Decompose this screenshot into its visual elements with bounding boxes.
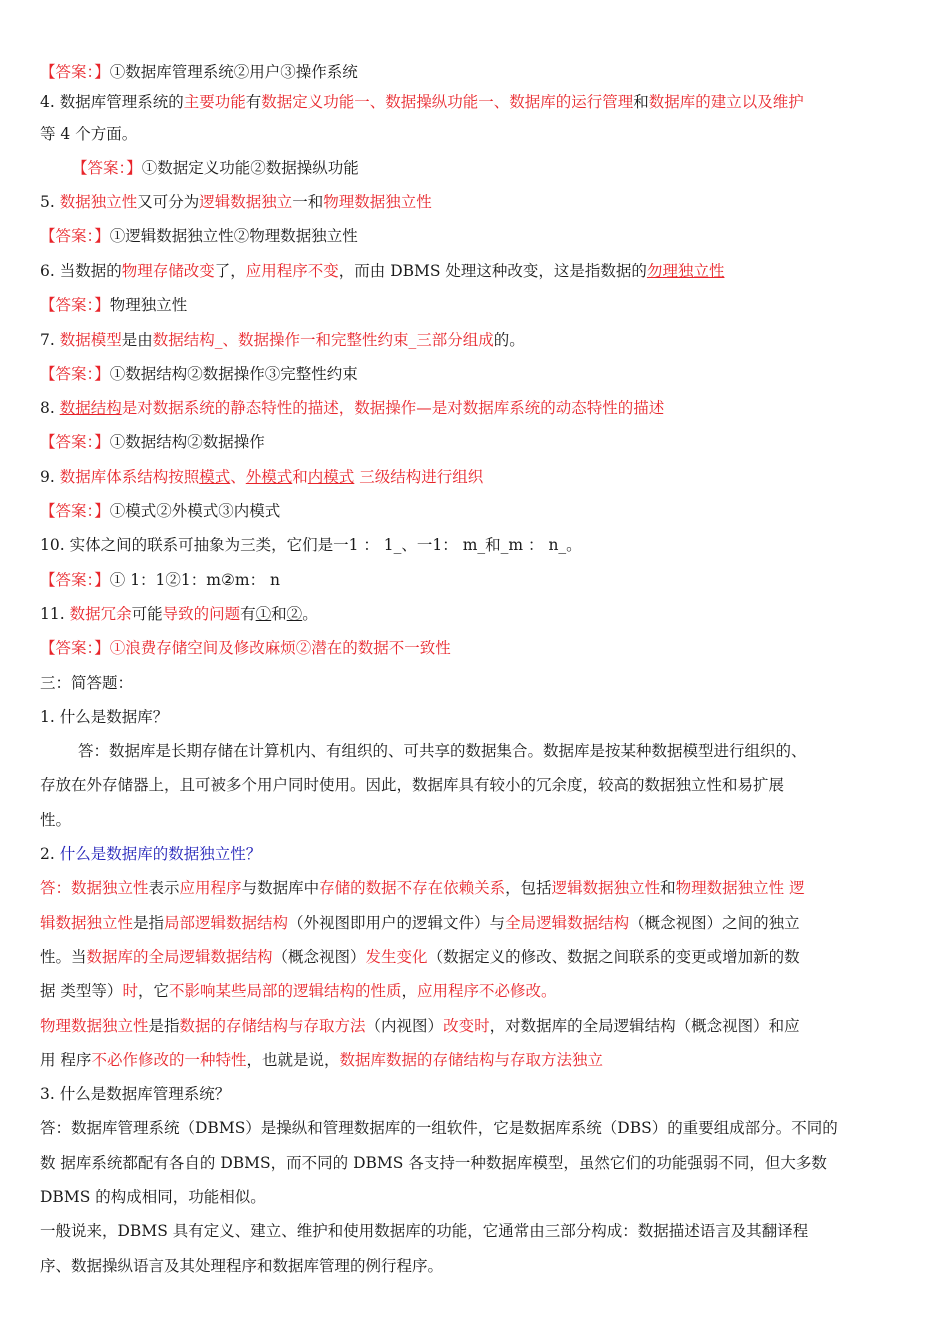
- text-line: [40, 631, 912, 665]
- text-segment: 数据库的建立以及维护: [648, 93, 804, 111]
- text-segment: ①: [255, 605, 272, 623]
- text-line: [78, 734, 912, 768]
- text-segment: 改变时: [443, 1017, 490, 1035]
- text-segment: 【答案：】: [40, 63, 110, 81]
- text-line: [40, 768, 912, 802]
- text-segment: 逻辑数据独立: [199, 193, 293, 211]
- text-segment: 。: [302, 605, 318, 623]
- text-segment: 与数据库中: [241, 879, 320, 897]
- text-line: [40, 55, 912, 89]
- text-segment: 主要功能: [183, 93, 246, 111]
- text-segment: 又可分为: [137, 193, 200, 211]
- text-segment: 10. 实体之间的联系可抽象为三类，它们是一1 ： 1_、一1： m_和_m ： n_。: [40, 536, 582, 554]
- text-segment: ①数据结构②数据操作: [109, 433, 265, 451]
- text-segment: ②: [286, 605, 303, 623]
- text-segment: 数据结构: [59, 399, 122, 417]
- text-segment: ①数据定义功能②数据操纵功能: [141, 159, 359, 177]
- section-heading: [40, 666, 912, 700]
- text-segment: 不影响某些局部的逻辑结构的性质: [168, 982, 402, 1000]
- text-segment: 物理数据独立性 逻: [675, 879, 805, 897]
- text-segment: 辑数据独立性: [40, 914, 134, 932]
- text-segment: 是指: [148, 1017, 180, 1035]
- text-segment: 三级结构进行组织: [354, 468, 484, 486]
- text-segment: ，包括: [505, 879, 552, 897]
- text-segment: 【答案：】: [40, 571, 110, 589]
- text-segment: 【答案：】: [72, 159, 142, 177]
- text-segment: 不必作修改的一种特性: [91, 1051, 247, 1069]
- text-segment: 等 4 个方面。: [40, 125, 138, 143]
- text-segment: 3. 什么是数据库管理系统？: [40, 1085, 231, 1103]
- text-segment: 答：数据库是长期存储在计算机内、有组织的、可共享的数据集合。数据库是按某种数据模型进行组织的、: [78, 742, 807, 760]
- text-segment: ①逻辑数据独立性②物理数据独立性: [109, 227, 358, 245]
- text-line: [40, 117, 912, 151]
- text-segment: 勿理独立性: [646, 262, 725, 280]
- text-segment: 9.: [40, 468, 60, 486]
- text-segment: 数据独立性: [59, 193, 138, 211]
- text-segment: ，对数据库的全局逻辑结构（概念视图）和应: [489, 1017, 800, 1035]
- text-segment: 物理数据独立性: [40, 1017, 149, 1035]
- text-segment: 11.: [40, 605, 70, 623]
- text-segment: 性。: [40, 811, 72, 829]
- text-segment: ① 1：1②1：m②m： n: [109, 571, 280, 589]
- text-segment: 【答案：】: [40, 365, 110, 383]
- text-segment: 模式: [199, 468, 231, 486]
- text-segment: （外视图即用户的逻辑文件）与: [288, 914, 506, 932]
- text-segment: 数 据库系统都配有各自的 DBMS，而不同的 DBMS 各支持一种数据库模型，虽然它们的功能强弱不同，但大多数: [40, 1154, 827, 1172]
- text-line: [40, 803, 912, 837]
- question-2: [40, 837, 912, 871]
- text-segment: 数据库体系结构按照: [59, 468, 200, 486]
- text-segment: 【答案：】: [40, 639, 110, 657]
- text-segment: 逻辑数据独立性: [551, 879, 661, 897]
- text-line: [40, 1043, 912, 1077]
- text-segment: 什么是数据库的数据独立性？: [59, 845, 262, 863]
- text-line: [40, 1214, 912, 1248]
- text-line: [40, 1249, 912, 1283]
- text-segment: 数据库的全局逻辑数据结构: [86, 948, 273, 966]
- text-segment: 一般说来，DBMS 具有定义、建立、维护和使用数据库的功能，它通常由三部分构成：数据描述语言及其翻译程: [40, 1222, 809, 1240]
- text-segment: 物理存储改变: [121, 262, 215, 280]
- text-line: [40, 254, 912, 288]
- question-1: [40, 700, 912, 734]
- text-segment: 应用程序不必修改。: [417, 982, 557, 1000]
- text-line: [40, 528, 912, 562]
- text-segment: 答：数据库管理系统（DBMS）是操纵和管理数据库的一组软件，它是数据库系统（DBS）的重要组成部分。不同的: [40, 1119, 838, 1137]
- text-segment: 是指: [133, 914, 165, 932]
- text-segment: 据 类型等）: [40, 982, 123, 1000]
- text-line: [40, 494, 912, 528]
- text-segment: 、: [230, 468, 246, 486]
- text-segment: ，: [401, 982, 417, 1000]
- text-segment: 物理数据独立性: [323, 193, 432, 211]
- text-segment: 存放在外存储器上，且可被多个用户同时使用。因此，数据库具有较小的冗余度，较高的数据独立性和易扩展: [40, 776, 785, 794]
- text-segment: 2.: [40, 845, 60, 863]
- text-segment: 外模式: [245, 468, 293, 486]
- text-segment: 数据结构_、数据操作一和完整性约束_三部分组成: [152, 331, 494, 349]
- text-segment: 答：: [40, 879, 72, 897]
- text-line: [40, 185, 912, 219]
- text-segment: 和: [292, 468, 308, 486]
- text-segment: 【答案：】: [40, 296, 110, 314]
- text-segment: ，也就是说，: [246, 1051, 340, 1069]
- text-segment: 是对数据系统的静态特性的描述，数据操作—是对数据库系统的动态特性的描述: [121, 399, 665, 417]
- text-line: [72, 151, 912, 185]
- text-line: [40, 563, 912, 597]
- text-segment: 有: [245, 93, 262, 111]
- text-segment: （内视图）: [365, 1017, 444, 1035]
- text-line: [40, 85, 912, 119]
- text-segment: （概念视图）: [272, 948, 366, 966]
- text-segment: 性。当: [40, 948, 87, 966]
- text-segment: 【答案：】: [40, 502, 110, 520]
- text-line: [40, 906, 912, 940]
- text-segment: ①浪费存储空间及修改麻烦②潜在的数据不一致性: [109, 639, 451, 657]
- text-line: [40, 357, 912, 391]
- text-segment: 数据定义功能一、数据操纵功能一、数据库的运行管理: [261, 93, 634, 111]
- text-line: [40, 391, 912, 425]
- text-segment: 可能: [131, 605, 163, 623]
- text-segment: 5.: [40, 193, 60, 211]
- text-line: [40, 288, 912, 322]
- text-segment: DBMS 的构成相同，功能相似。: [40, 1188, 266, 1206]
- text-line: [40, 871, 912, 905]
- text-segment: 数据的存储结构与存取方法: [179, 1017, 366, 1035]
- text-segment: ，而由 DBMS 处理这种改变，这是指数据的: [338, 262, 647, 280]
- question-3: [40, 1077, 912, 1111]
- text-line: [40, 940, 912, 974]
- text-segment: ，它: [137, 982, 169, 1000]
- text-segment: 数据模型: [59, 331, 122, 349]
- text-segment: 全局逻辑数据结构: [505, 914, 630, 932]
- text-segment: 【答案：】: [40, 227, 110, 245]
- text-segment: 局部逻辑数据结构: [164, 914, 289, 932]
- text-segment: 表示: [148, 879, 180, 897]
- text-segment: 应用程序: [179, 879, 242, 897]
- text-segment: ①模式②外模式③内模式: [109, 502, 281, 520]
- text-segment: ①数据库管理系统②用户③操作系统: [109, 63, 358, 81]
- text-line: [40, 219, 912, 253]
- text-segment: 和: [633, 93, 649, 111]
- text-segment: 了，: [214, 262, 246, 280]
- text-segment: 内模式: [307, 468, 355, 486]
- text-segment: 4. 数据库管理系统的: [40, 93, 184, 111]
- text-segment: 8.: [40, 399, 60, 417]
- text-segment: 数据独立性: [71, 879, 149, 897]
- text-segment: 存储的数据不存在依赖关系: [319, 879, 506, 897]
- text-line: [40, 460, 912, 494]
- text-line: [40, 1111, 912, 1145]
- text-segment: 一和: [292, 193, 324, 211]
- text-line: [40, 597, 912, 631]
- text-line: [40, 425, 912, 459]
- text-line: [40, 1180, 912, 1214]
- text-line: [40, 974, 912, 1008]
- text-segment: 的。: [493, 331, 525, 349]
- text-line: [40, 1146, 912, 1180]
- text-segment: 和: [271, 605, 287, 623]
- text-segment: 1. 什么是数据库？: [40, 708, 169, 726]
- text-segment: 应用程序不变: [245, 262, 339, 280]
- text-segment: 三：简答题：: [40, 674, 134, 692]
- text-segment: （概念视图）之间的独立: [629, 914, 800, 932]
- text-segment: 物理独立性: [109, 296, 188, 314]
- text-segment: 数据库数据的存储结构与存取方法独立: [339, 1051, 603, 1069]
- text-line: [40, 323, 912, 357]
- text-segment: 序、数据操纵语言及其处理程序和数据库管理的例行程序。: [40, 1257, 444, 1275]
- text-segment: 和: [660, 879, 676, 897]
- text-segment: 是由: [121, 331, 153, 349]
- text-segment: 用 程序: [40, 1051, 92, 1069]
- text-line: [40, 1009, 912, 1043]
- text-segment: 【答案：】: [40, 433, 110, 451]
- text-segment: ①数据结构②数据操作③完整性约束: [109, 365, 358, 383]
- text-segment: 发生变化: [365, 948, 428, 966]
- text-segment: 时: [122, 982, 138, 1000]
- text-segment: 有: [240, 605, 256, 623]
- text-segment: 导致的问题: [162, 605, 241, 623]
- text-segment: 7.: [40, 331, 60, 349]
- text-segment: （数据定义的修改、数据之间联系的变更或增加新的数: [427, 948, 800, 966]
- text-segment: 6. 当数据的: [40, 262, 122, 280]
- text-segment: 数据冗余: [69, 605, 132, 623]
